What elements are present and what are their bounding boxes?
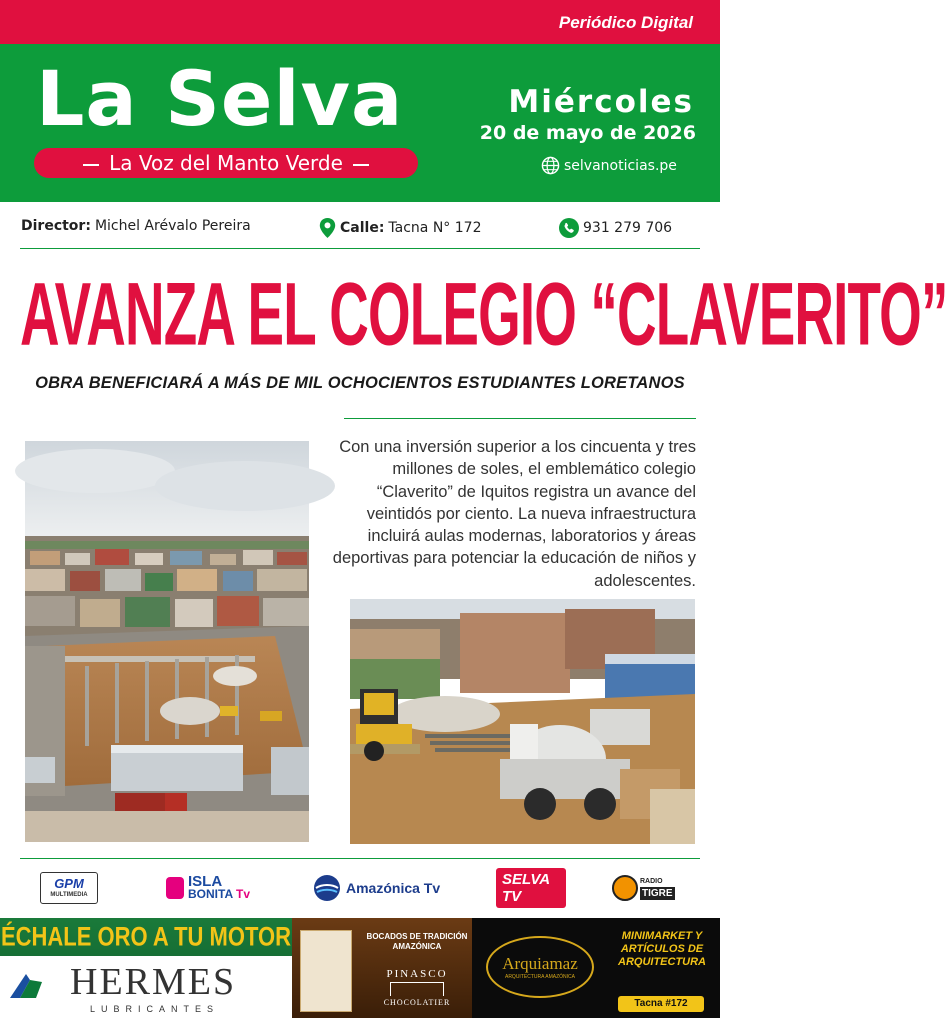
director-name: Michel Arévalo Pereira [94,218,251,234]
tagline-pill [34,148,418,178]
subheadline: OBRA BENEFICIARÁ A MÁS DE MIL OCHOCIENTOS ESTUDIANTES LORETANOS [35,374,685,392]
isla-word: ISLA [188,873,223,890]
director-label: Director: [21,218,91,234]
sponsor-gpm-logo[interactable] [40,872,98,904]
phone-number: 931 279 706 [583,220,673,236]
address-info [319,218,481,238]
pinasco-building-icon [390,982,444,996]
divider-sponsors [20,858,700,859]
street-value: Tacna N° 172 [388,220,482,236]
gpm-subtext: MULTIMEDIA [50,892,88,898]
bonita-line [188,888,250,900]
phone-info[interactable] [559,218,672,238]
amazonica-text: Amazónica Tv [346,880,441,896]
tigre-text: TIGRE [642,888,673,899]
lead-paragraph: Con una inversión superior a los cincuenta y tres millones de soles, el emblemático colegio “Claverito” de Iquitos registra un avance del veintidós por ciento. La nueva infraestructura incluirá aulas modernas, laboratorios y áreas deportivas para potenciar la educación de niños y adolescentes. [332,438,696,590]
divider-top [20,248,700,249]
masthead [0,44,720,202]
gpm-text: GPM [54,876,84,891]
selva-tv-text: SELVA TV [496,868,566,908]
main-headline: AVANZA EL COLEGIO “CLAVERITO” [20,263,948,364]
arquiamaz-address: Tacna #172 [618,996,704,1012]
pinasco-box [300,930,352,1012]
ad-hermes[interactable] [0,918,292,1018]
divider-lead [344,418,696,419]
website-text: selvanoticias.pe [564,157,677,174]
arquiamaz-logo [486,936,594,998]
tagline-text: La Voz del Manto Verde [109,151,343,175]
amazonica-globe-icon [312,873,342,903]
isla-text-group [188,873,251,901]
dash-left [83,164,99,166]
winged-foot-icon [6,968,46,1004]
hermes-subbrand: LUBRICANTES [90,1004,220,1014]
ad-pinasco[interactable] [292,918,472,1018]
aerial-construction-photo [25,441,309,842]
dash-right [353,164,369,166]
street-label: Calle: [340,220,385,236]
sponsor-selva-tv-logo[interactable] [496,872,566,904]
tigre-icon [612,875,638,901]
isla-icon [166,877,184,899]
globe-icon [541,156,560,175]
pinasco-tagline: BOCADOS DE TRADICIÓN AMAZÓNICA [366,932,468,951]
edition-label: Periódico Digital [558,13,693,32]
top-strip [0,0,720,44]
isla-tv-word: Tv [236,887,251,901]
info-bar [0,202,720,252]
construction-machines-photo [350,599,695,844]
tigre-top-text: RADIO [640,878,663,885]
sponsor-radio-tigre-logo[interactable] [612,872,678,904]
ad-arquiamaz[interactable] [472,918,720,1018]
phone-icon [559,218,579,238]
hermes-slogan: ÉCHALE ORO A TU MOTOR [0,921,292,952]
newspaper-logo: La Selva [36,54,404,143]
sponsor-amazonica-logo[interactable] [312,872,460,904]
tigre-text-group [640,876,675,900]
hermes-brand: HERMES [70,961,237,1003]
director-info [21,218,251,234]
website-link[interactable] [541,156,677,175]
pinasco-brand: PINASCO [386,968,448,980]
arquiamaz-description: MINIMARKET Y ARTÍCULOS DE ARQUITECTURA [618,930,706,968]
pinasco-subbrand: CHOCOLATIER [383,998,451,1007]
arquiamaz-brand: Arquiamaz [502,954,578,973]
location-pin-icon [319,218,336,238]
sponsor-isla-bonita-logo[interactable] [166,872,262,904]
issue-date: 20 de mayo de 2026 [479,122,696,144]
issue-day: Miércoles [508,84,694,120]
sponsors-strip [0,862,720,916]
arquiamaz-subbrand: ARQUITECTURA AMAZÓNICA [504,974,575,980]
bonita-word: BONITA [188,887,233,901]
